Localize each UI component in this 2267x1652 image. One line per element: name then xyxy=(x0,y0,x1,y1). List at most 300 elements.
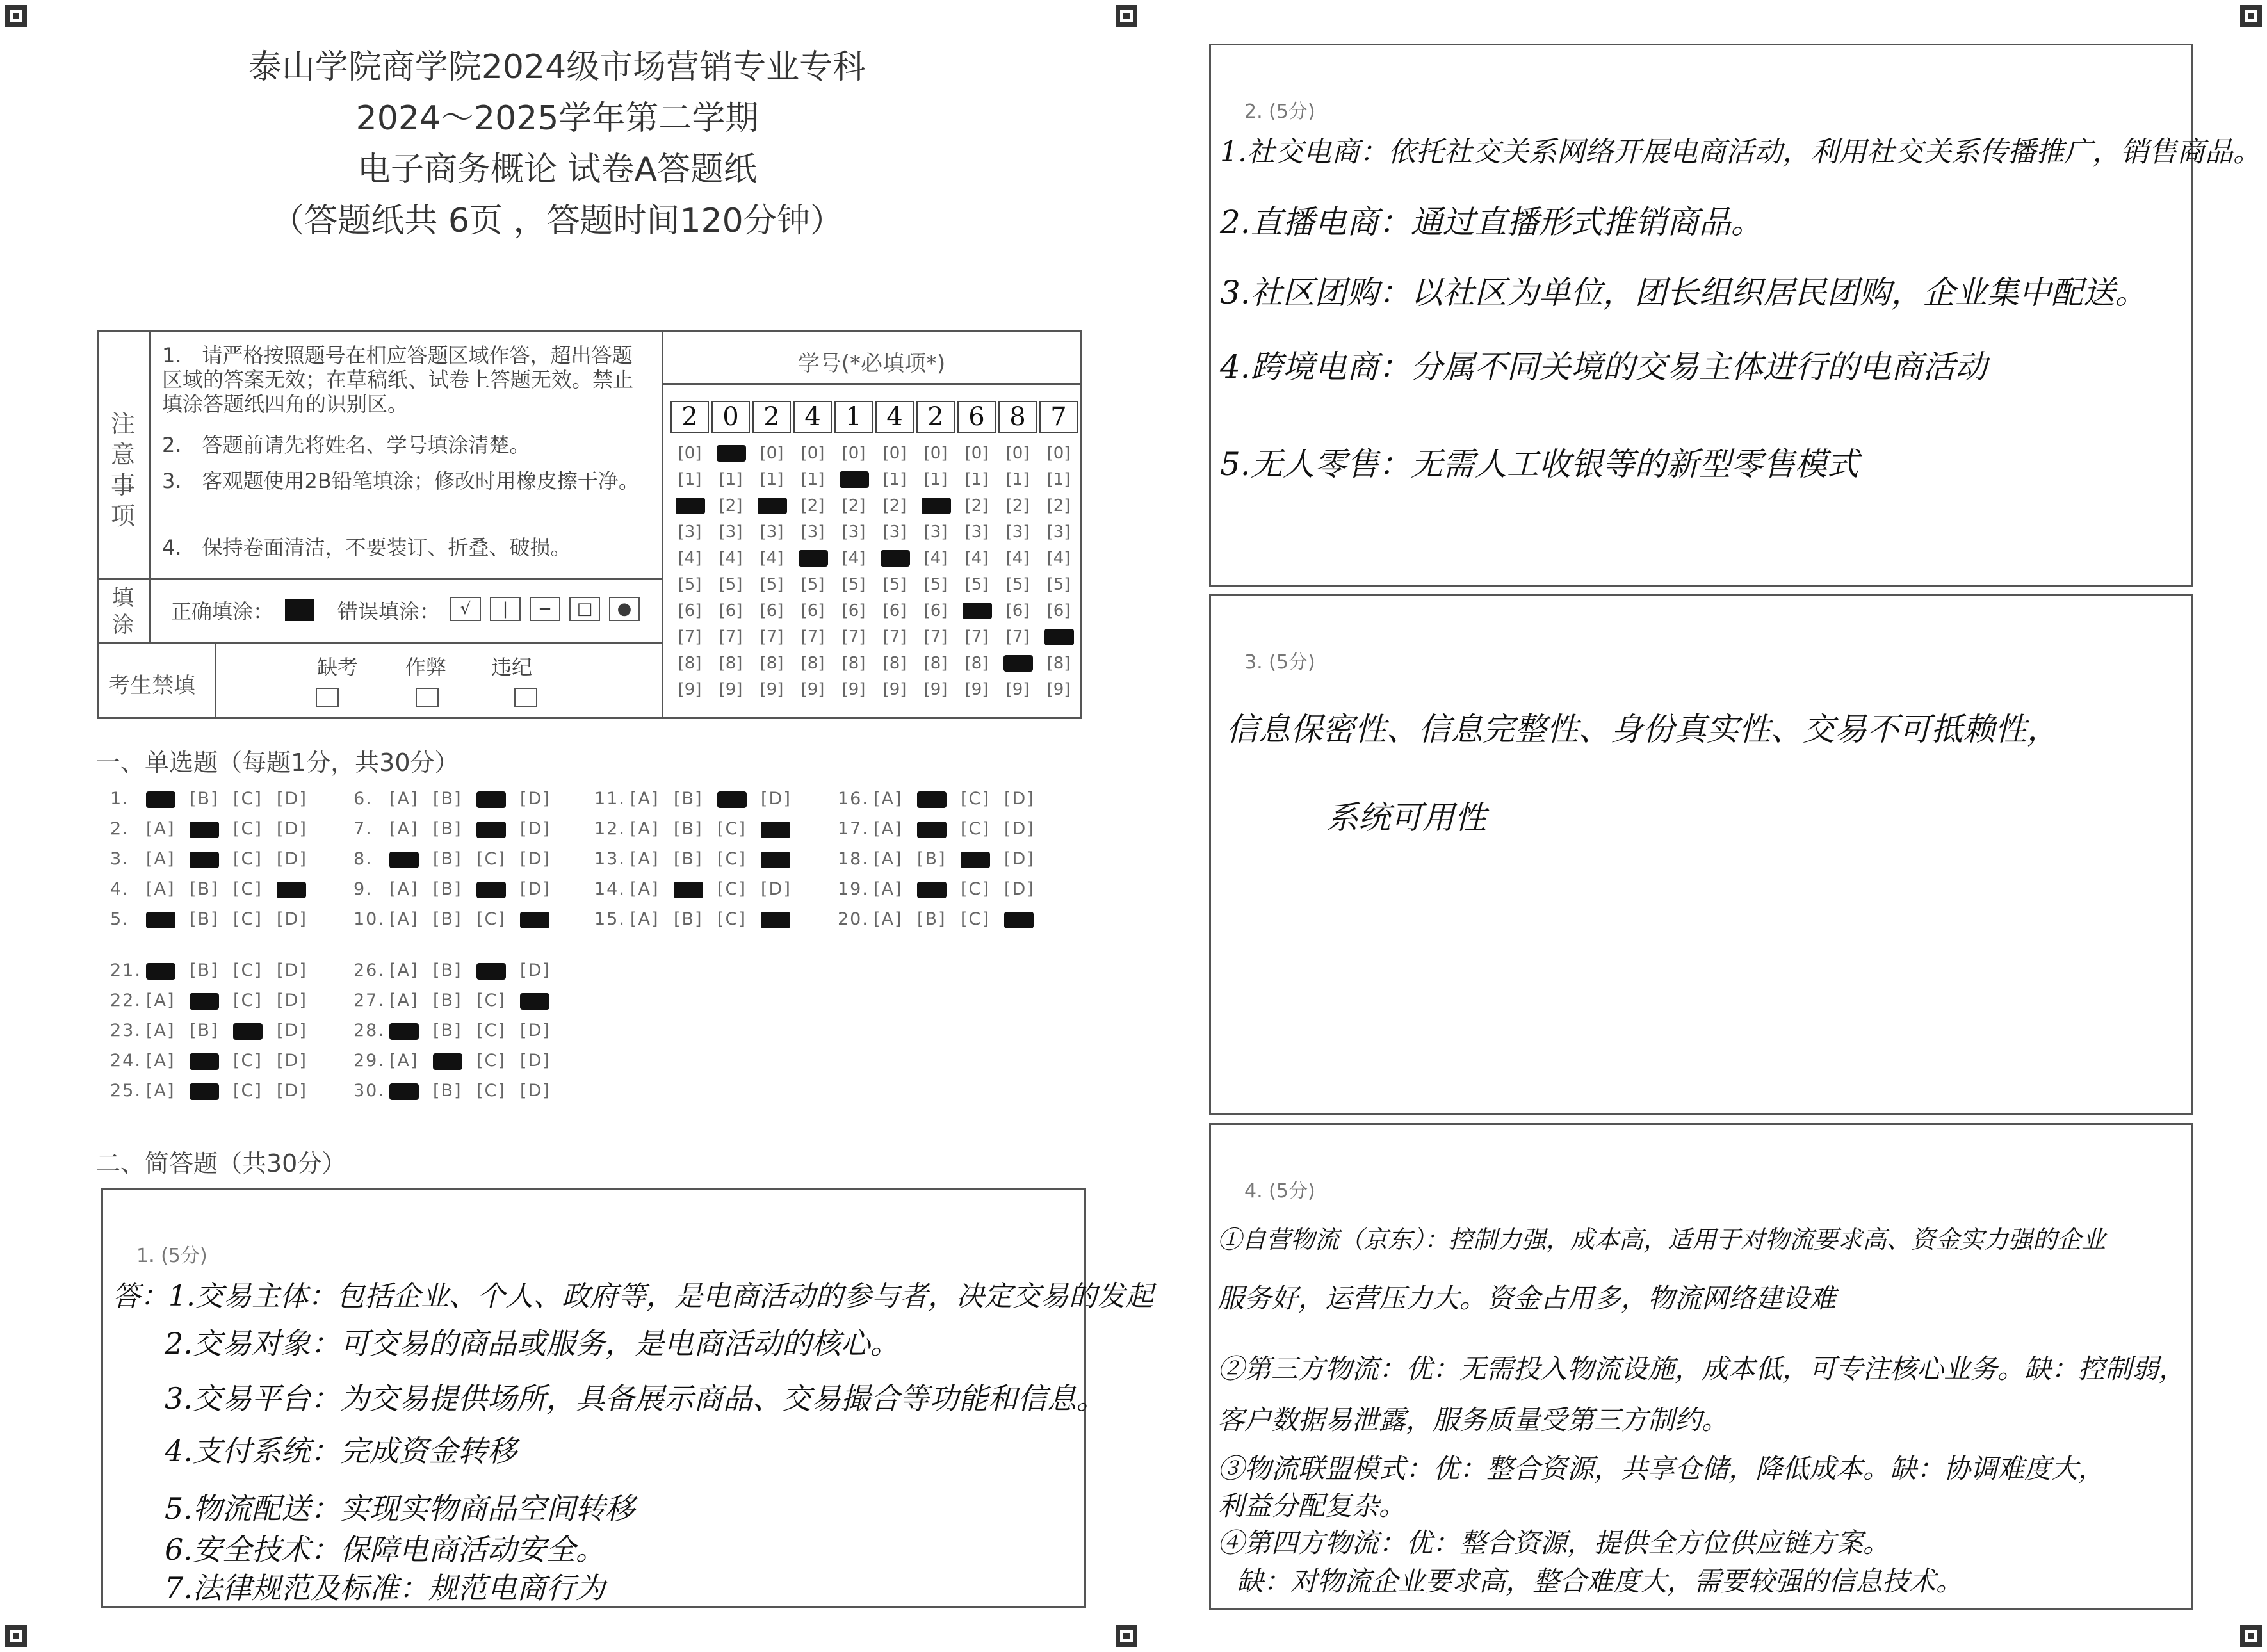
q2-line-1: 1.社交电商：依托社交关系网络开展电商活动，利用社交关系传播推广，销售商品。 xyxy=(1220,136,2261,168)
student-id-bubble[interactable]: [5] xyxy=(800,575,825,594)
student-id-bubble[interactable]: [9] xyxy=(923,680,948,699)
mc-option-17-A[interactable]: [A] xyxy=(873,819,903,839)
mc-question-number: 8. xyxy=(353,849,373,869)
student-id-bubble-filled[interactable] xyxy=(840,471,869,488)
student-id-bubble[interactable]: [4] xyxy=(1046,549,1071,568)
mc-option-11-B[interactable]: [B] xyxy=(674,789,703,809)
mc-question-number: 3. xyxy=(110,849,129,869)
student-id-bubble[interactable]: [1] xyxy=(1046,470,1071,489)
student-id-bubble[interactable]: [4] xyxy=(923,549,948,568)
mc-option-10-C[interactable]: [C] xyxy=(476,909,506,929)
mc-option-filled-2[interactable] xyxy=(190,822,219,838)
mc-option-19-D[interactable]: [D] xyxy=(1004,879,1035,899)
mc-question-number: 14. xyxy=(594,879,626,899)
wrong-fill-label: 错误填涂： xyxy=(337,599,441,624)
mc-option-filled-21[interactable] xyxy=(146,963,175,980)
student-id-bubble-filled[interactable] xyxy=(1044,629,1074,645)
mc-option-1-C[interactable]: [C] xyxy=(233,789,263,809)
student-id-bubble[interactable]: [0] xyxy=(882,444,907,463)
student-id-bubble-filled[interactable] xyxy=(758,498,787,514)
student-id-bubble[interactable]: [5] xyxy=(923,575,948,594)
mc-option-22-C[interactable]: [C] xyxy=(233,991,263,1010)
corner-mark-bottom-right xyxy=(2240,1625,2262,1647)
student-id-bubble[interactable]: [1] xyxy=(678,470,702,489)
mc-option-22-D[interactable]: [D] xyxy=(277,991,307,1010)
wrong-mark-check: √ xyxy=(450,597,481,621)
q3-line-1: 信息保密性、信息完整性、身份真实性、交易不可抵赖性， xyxy=(1226,711,2059,748)
mc-option-30-C[interactable]: [C] xyxy=(476,1081,506,1101)
q2-line-4: 4.跨境电商：分属不同关境的交易主体进行的电商活动 xyxy=(1220,348,1987,385)
student-id-bubble[interactable]: [8] xyxy=(760,654,784,673)
mc-option-1-D[interactable]: [D] xyxy=(277,789,307,809)
mc-option-8-B[interactable]: [B] xyxy=(433,849,462,869)
mc-option-18-B[interactable]: [B] xyxy=(917,849,947,869)
mc-option-4-A[interactable]: [A] xyxy=(146,879,175,899)
notice-item-3: 3. 客观题使用2B铅笔填涂；修改时用橡皮擦干净。 xyxy=(162,469,639,493)
mc-option-17-C[interactable]: [C] xyxy=(961,819,990,839)
student-id-bubble[interactable]: [9] xyxy=(964,680,989,699)
mc-option-27-A[interactable]: [A] xyxy=(389,991,419,1010)
mc-option-10-B[interactable]: [B] xyxy=(433,909,462,929)
student-id-bubble[interactable]: [5] xyxy=(1005,575,1030,594)
mc-option-4-B[interactable]: [B] xyxy=(190,879,219,899)
mc-question-number: 26. xyxy=(353,960,385,980)
mc-option-26-D[interactable]: [D] xyxy=(520,960,551,980)
answer-box-q1[interactable] xyxy=(101,1188,1153,1608)
mc-question-number: 13. xyxy=(594,849,626,869)
student-id-bubble[interactable]: [4] xyxy=(841,549,866,568)
mc-question-number: 10. xyxy=(353,909,385,929)
student-id-digit-6: 4 xyxy=(875,401,914,433)
mc-option-6-A[interactable]: [A] xyxy=(389,789,419,809)
mc-option-filled-23[interactable] xyxy=(233,1023,263,1040)
student-id-bubble[interactable]: [1] xyxy=(760,470,784,489)
student-id-bubble[interactable]: [1] xyxy=(800,470,825,489)
wrong-mark-dash: − xyxy=(530,597,560,621)
mc-option-12-B[interactable]: [B] xyxy=(674,819,703,839)
mc-option-30-B[interactable]: [B] xyxy=(433,1081,462,1101)
student-id-digit-5: 1 xyxy=(834,401,873,433)
student-id-bubble[interactable]: [2] xyxy=(1046,496,1071,515)
mc-option-15-B[interactable]: [B] xyxy=(674,909,703,929)
student-id-bubble[interactable]: [3] xyxy=(719,522,743,542)
mc-option-23-A[interactable]: [A] xyxy=(146,1021,175,1041)
mc-option-13-B[interactable]: [B] xyxy=(674,849,703,869)
mc-option-20-B[interactable]: [B] xyxy=(917,909,947,929)
mc-option-9-D[interactable]: [D] xyxy=(520,879,551,899)
mc-option-12-A[interactable]: [A] xyxy=(630,819,660,839)
student-id-bubble[interactable]: [0] xyxy=(964,444,989,463)
student-id-bubble[interactable]: [9] xyxy=(678,680,702,699)
mc-option-filled-6[interactable] xyxy=(476,791,506,808)
mc-question-number: 15. xyxy=(594,909,626,929)
q3-line-2: 系统可用性 xyxy=(1326,799,1486,836)
mc-option-18-D[interactable]: [D] xyxy=(1004,849,1035,869)
corner-mark-bottom-left xyxy=(5,1625,27,1647)
q4-line-8: 缺：对物流企业要求高，整合难度大，需要较强的信息技术。 xyxy=(1237,1566,1963,1597)
section2-title: 二、简答题（共30分） xyxy=(96,1149,346,1178)
student-id-digit-2: 0 xyxy=(711,401,750,433)
mc-question-number: 18. xyxy=(838,849,869,869)
q2-line-2: 2.直播电商：通过直播形式推销商品。 xyxy=(1220,204,1763,241)
student-id-bubble[interactable]: [3] xyxy=(964,522,989,542)
mc-option-24-C[interactable]: [C] xyxy=(233,1051,263,1071)
mc-option-20-A[interactable]: [A] xyxy=(873,909,903,929)
student-id-bubble[interactable]: [7] xyxy=(678,628,702,647)
mc-option-19-A[interactable]: [A] xyxy=(873,879,903,899)
student-id-bubble[interactable]: [6] xyxy=(760,601,784,620)
student-id-bubble[interactable]: [0] xyxy=(800,444,825,463)
mc-option-29-A[interactable]: [A] xyxy=(389,1051,419,1071)
forbidden-label: 考生禁填 xyxy=(108,673,195,699)
student-id-bubble[interactable]: [9] xyxy=(800,680,825,699)
student-id-bubble[interactable]: [7] xyxy=(841,628,866,647)
info-table xyxy=(97,330,1082,719)
student-id-bubble[interactable]: [0] xyxy=(1046,444,1071,463)
exam-title-course: 电子商务概论 试卷A答题纸 xyxy=(357,150,758,189)
notice-item-4: 4. 保持卷面清洁，不要装订、折叠、破损。 xyxy=(162,535,571,560)
student-id-bubble[interactable]: [3] xyxy=(678,522,702,542)
mc-option-22-A[interactable]: [A] xyxy=(146,991,175,1010)
student-id-bubble[interactable]: [7] xyxy=(1005,628,1030,647)
student-id-bubble[interactable]: [6] xyxy=(1046,601,1071,620)
mc-option-24-D[interactable]: [D] xyxy=(277,1051,307,1071)
mc-option-filled-17[interactable] xyxy=(917,822,947,838)
q1-line-5: 5.物流配送：实现实物商品空间转移 xyxy=(165,1491,635,1526)
student-id-bubble[interactable]: [8] xyxy=(719,654,743,673)
mc-option-7-A[interactable]: [A] xyxy=(389,819,419,839)
student-id-title: 学号(*必填项*) xyxy=(797,351,946,377)
mc-option-filled-30[interactable] xyxy=(389,1083,419,1100)
mc-option-5-C[interactable]: [C] xyxy=(233,909,263,929)
mc-question-number: 27. xyxy=(353,991,385,1010)
mc-option-20-C[interactable]: [C] xyxy=(961,909,990,929)
student-id-bubble[interactable]: [0] xyxy=(1005,444,1030,463)
mc-option-14-D[interactable]: [D] xyxy=(761,879,792,899)
student-id-bubble[interactable]: [6] xyxy=(719,601,743,620)
mc-option-18-A[interactable]: [A] xyxy=(873,849,903,869)
answer-box-q3[interactable] xyxy=(1209,594,2193,1115)
mc-option-29-C[interactable]: [C] xyxy=(476,1051,506,1071)
mc-option-filled-12[interactable] xyxy=(761,822,790,838)
mc-question-number: 5. xyxy=(110,909,129,929)
absent-checkbox[interactable] xyxy=(316,688,339,707)
student-id-bubble[interactable]: [0] xyxy=(678,444,702,463)
absent-label: 缺考 xyxy=(317,655,359,679)
student-id-bubble[interactable]: [9] xyxy=(760,680,784,699)
student-id-bubble[interactable]: [7] xyxy=(800,628,825,647)
student-id-bubble[interactable]: [5] xyxy=(760,575,784,594)
mc-option-filled-10[interactable] xyxy=(520,912,549,928)
mc-option-16-C[interactable]: [C] xyxy=(961,789,990,809)
mc-question-number: 12. xyxy=(594,819,626,839)
mc-option-9-B[interactable]: [B] xyxy=(433,879,462,899)
student-id-bubble[interactable]: [7] xyxy=(964,628,989,647)
mc-option-filled-7[interactable] xyxy=(476,822,506,838)
mc-option-28-B[interactable]: [B] xyxy=(433,1021,462,1041)
mc-option-16-D[interactable]: [D] xyxy=(1004,789,1035,809)
mc-question-number: 29. xyxy=(353,1051,385,1071)
mc-option-filled-29[interactable] xyxy=(433,1053,462,1070)
exam-title-term: 2024～2025学年第二学期 xyxy=(355,99,759,138)
student-id-bubble-filled[interactable] xyxy=(881,550,910,567)
corner-mark-top-right xyxy=(2240,5,2262,27)
q4-line-6: 利益分配复杂。 xyxy=(1217,1490,1406,1521)
mc-option-11-D[interactable]: [D] xyxy=(761,789,792,809)
mc-question-number: 7. xyxy=(353,819,373,839)
student-id-bubble[interactable]: [1] xyxy=(719,470,743,489)
student-id-bubble[interactable]: [1] xyxy=(882,470,907,489)
student-id-bubble[interactable]: [2] xyxy=(800,496,825,515)
cheating-checkbox[interactable] xyxy=(416,688,439,707)
notice-label: 注意事项 xyxy=(111,410,136,530)
student-id-bubble[interactable]: [3] xyxy=(760,522,784,542)
q4-line-3: ②第三方物流：优：无需投入物流设施，成本低，可专注核心业务。缺：控制弱， xyxy=(1217,1353,2186,1384)
mc-option-filled-18[interactable] xyxy=(961,852,990,868)
student-id-bubble[interactable]: [0] xyxy=(923,444,948,463)
mc-option-6-B[interactable]: [B] xyxy=(433,789,462,809)
correct-fill-sample xyxy=(285,599,314,621)
fill-label: 填涂 xyxy=(112,585,134,638)
mc-question-number: 6. xyxy=(353,789,373,809)
student-id-digit-9: 8 xyxy=(998,401,1037,433)
student-id-bubble[interactable]: [1] xyxy=(923,470,948,489)
mc-option-filled-26[interactable] xyxy=(476,963,506,980)
notice-item-2: 2. 答题前请先将姓名、学号填涂清楚。 xyxy=(162,433,530,457)
mc-option-filled-1[interactable] xyxy=(146,791,175,808)
student-id-bubble[interactable]: [8] xyxy=(800,654,825,673)
mc-option-28-C[interactable]: [C] xyxy=(476,1021,506,1041)
student-id-bubble[interactable]: [5] xyxy=(882,575,907,594)
mc-option-14-A[interactable]: [A] xyxy=(630,879,660,899)
student-id-bubble-filled[interactable] xyxy=(963,603,992,619)
student-id-digit-4: 4 xyxy=(793,401,832,433)
mc-option-17-D[interactable]: [D] xyxy=(1004,819,1035,839)
mc-option-filled-22[interactable] xyxy=(190,993,219,1010)
mc-option-28-D[interactable]: [D] xyxy=(520,1021,551,1041)
student-id-bubble[interactable]: [6] xyxy=(1005,601,1030,620)
notice-item-1: 1. 请严格按照题号在相应答题区域作答，超出答题区域的答案无效；在草稿纸、试卷上答题无效。禁止填涂答题纸四角的识别区。 xyxy=(162,343,634,416)
mc-question-number: 19. xyxy=(838,879,869,899)
student-id-bubble[interactable]: [3] xyxy=(882,522,907,542)
mc-option-filled-24[interactable] xyxy=(190,1053,219,1070)
student-id-bubble-filled[interactable] xyxy=(676,498,705,514)
student-id-digit-3: 2 xyxy=(752,401,791,433)
mc-option-23-B[interactable]: [B] xyxy=(190,1021,219,1041)
q1-line-6: 6.安全技术：保障电商活动安全。 xyxy=(165,1532,605,1567)
student-id-bubble-filled[interactable] xyxy=(922,498,951,514)
mc-option-15-A[interactable]: [A] xyxy=(630,909,660,929)
mc-option-14-C[interactable]: [C] xyxy=(717,879,747,899)
mc-option-7-B[interactable]: [B] xyxy=(433,819,462,839)
student-id-bubble-filled[interactable] xyxy=(717,445,746,462)
q4-line-1: ①自营物流（京东）：控制力强，成本高，适用于对物流要求高、资金实力强的企业 xyxy=(1217,1226,2106,1254)
student-id-bubble[interactable]: [9] xyxy=(1046,680,1071,699)
student-id-bubble[interactable]: [7] xyxy=(882,628,907,647)
student-id-digit-7: 2 xyxy=(916,401,955,433)
student-id-bubble[interactable]: [0] xyxy=(760,444,784,463)
mc-option-filled-4[interactable] xyxy=(277,882,306,898)
mc-option-5-D[interactable]: [D] xyxy=(277,909,307,929)
mc-option-filled-20[interactable] xyxy=(1004,912,1034,928)
mc-option-8-C[interactable]: [C] xyxy=(476,849,506,869)
mc-option-filled-15[interactable] xyxy=(761,912,790,928)
q4-line-4: 客户数据易泄露，服务质量受第三方制约。 xyxy=(1217,1404,1729,1436)
mc-option-3-C[interactable]: [C] xyxy=(233,849,263,869)
student-id-bubble[interactable]: [9] xyxy=(719,680,743,699)
student-id-bubble[interactable]: [2] xyxy=(964,496,989,515)
student-id-bubble[interactable]: [4] xyxy=(964,549,989,568)
student-id-bubble[interactable]: [7] xyxy=(923,628,948,647)
mc-option-filled-9[interactable] xyxy=(476,882,506,898)
mc-option-2-A[interactable]: [A] xyxy=(146,819,175,839)
student-id-bubble[interactable]: [5] xyxy=(1046,575,1071,594)
student-id-bubble[interactable]: [8] xyxy=(1046,654,1071,673)
student-id-bubble[interactable]: [3] xyxy=(841,522,866,542)
mc-option-filled-3[interactable] xyxy=(190,852,219,868)
student-id-bubble[interactable]: [9] xyxy=(841,680,866,699)
student-id-bubble[interactable]: [6] xyxy=(841,601,866,620)
student-id-bubble-filled[interactable] xyxy=(1003,655,1033,672)
mc-option-13-A[interactable]: [A] xyxy=(630,849,660,869)
q1-line-3: 3.交易平台：为交易提供场所，具备展示商品、交易撮合等功能和信息。 xyxy=(165,1381,1106,1416)
student-id-bubble[interactable]: [4] xyxy=(678,549,702,568)
mc-option-21-C[interactable]: [C] xyxy=(233,960,263,980)
answer-box-q2[interactable] xyxy=(1209,44,2261,587)
student-id-bubble[interactable]: [1] xyxy=(1005,470,1030,489)
mc-option-10-A[interactable]: [A] xyxy=(389,909,419,929)
student-id-bubble[interactable]: [8] xyxy=(678,654,702,673)
student-id-bubble[interactable]: [3] xyxy=(1046,522,1071,542)
student-id-bubble[interactable]: [0] xyxy=(841,444,866,463)
mc-option-15-C[interactable]: [C] xyxy=(717,909,747,929)
student-id-bubble[interactable]: [7] xyxy=(719,628,743,647)
mc-option-5-B[interactable]: [B] xyxy=(190,909,219,929)
mc-option-21-B[interactable]: [B] xyxy=(190,960,219,980)
student-id-digit-10: 7 xyxy=(1039,401,1078,433)
mc-option-filled-14[interactable] xyxy=(674,882,703,898)
student-id-bubble[interactable]: [3] xyxy=(800,522,825,542)
mc-option-27-B[interactable]: [B] xyxy=(433,991,462,1010)
mc-option-3-A[interactable]: [A] xyxy=(146,849,175,869)
student-id-bubble[interactable]: [5] xyxy=(678,575,702,594)
mc-option-16-A[interactable]: [A] xyxy=(873,789,903,809)
mc-option-13-C[interactable]: [C] xyxy=(717,849,747,869)
wrong-mark-box: □ xyxy=(569,597,600,621)
mc-option-26-B[interactable]: [B] xyxy=(433,960,462,980)
q4-label: 4. (5分) xyxy=(1244,1180,1315,1203)
student-id-bubble[interactable]: [1] xyxy=(964,470,989,489)
mc-question-number: 24. xyxy=(110,1051,142,1071)
student-id-bubble[interactable]: [3] xyxy=(923,522,948,542)
student-id-bubble[interactable]: [6] xyxy=(882,601,907,620)
mc-option-19-C[interactable]: [C] xyxy=(961,879,990,899)
student-id-bubble-filled[interactable] xyxy=(799,550,828,567)
q1-label: 1. (5分) xyxy=(136,1245,207,1267)
student-id-bubble[interactable]: [5] xyxy=(964,575,989,594)
student-id-bubble[interactable]: [5] xyxy=(719,575,743,594)
mc-option-filled-8[interactable] xyxy=(389,852,419,868)
mc-option-27-C[interactable]: [C] xyxy=(476,991,506,1010)
student-id-bubble[interactable]: [6] xyxy=(923,601,948,620)
mc-option-filled-16[interactable] xyxy=(917,791,947,808)
q4-line-7: ④第四方物流：优：整合资源，提供全方位供应链方案。 xyxy=(1217,1527,1890,1559)
student-id-bubble[interactable]: [8] xyxy=(964,654,989,673)
mc-option-11-A[interactable]: [A] xyxy=(630,789,660,809)
mc-option-3-D[interactable]: [D] xyxy=(277,849,307,869)
student-id-bubble[interactable]: [8] xyxy=(882,654,907,673)
exam-title-note: （答题纸共 6页 ，答题时间120分钟） xyxy=(271,202,843,240)
student-id-bubble[interactable]: [4] xyxy=(760,549,784,568)
student-id-bubble[interactable]: [8] xyxy=(923,654,948,673)
mc-option-24-A[interactable]: [A] xyxy=(146,1051,175,1071)
student-id-bubble[interactable]: [8] xyxy=(841,654,866,673)
cheating-label: 作弊 xyxy=(405,655,447,679)
mc-option-25-D[interactable]: [D] xyxy=(277,1081,307,1101)
q3-label: 3. (5分) xyxy=(1244,651,1315,674)
student-id-bubble[interactable]: [5] xyxy=(841,575,866,594)
mc-option-filled-13[interactable] xyxy=(761,852,790,868)
mc-option-23-D[interactable]: [D] xyxy=(277,1021,307,1041)
violation-checkbox[interactable] xyxy=(514,688,537,707)
mc-option-8-D[interactable]: [D] xyxy=(520,849,551,869)
mc-option-filled-19[interactable] xyxy=(917,882,947,898)
mc-option-29-D[interactable]: [D] xyxy=(520,1051,551,1071)
mc-option-26-A[interactable]: [A] xyxy=(389,960,419,980)
q2-line-5: 5.无人零售：无需人工收银等的新型零售模式 xyxy=(1220,446,1859,483)
student-id-bubble[interactable]: [9] xyxy=(1005,680,1030,699)
mc-option-filled-11[interactable] xyxy=(717,791,747,808)
q2-label: 2. (5分) xyxy=(1244,101,1315,123)
mc-option-21-D[interactable]: [D] xyxy=(277,960,307,980)
student-id-bubble[interactable]: [4] xyxy=(719,549,743,568)
student-id-bubble[interactable]: [3] xyxy=(1005,522,1030,542)
mc-option-filled-28[interactable] xyxy=(389,1023,419,1040)
student-id-bubble[interactable]: [2] xyxy=(882,496,907,515)
mc-option-filled-25[interactable] xyxy=(190,1083,219,1100)
student-id-bubble[interactable]: [2] xyxy=(1005,496,1030,515)
mc-question-number: 28. xyxy=(353,1021,385,1041)
mc-option-30-D[interactable]: [D] xyxy=(520,1081,551,1101)
student-id-bubble[interactable]: [6] xyxy=(800,601,825,620)
mc-option-2-C[interactable]: [C] xyxy=(233,819,263,839)
mc-option-6-D[interactable]: [D] xyxy=(520,789,551,809)
student-id-bubble[interactable]: [2] xyxy=(719,496,743,515)
mc-option-2-D[interactable]: [D] xyxy=(277,819,307,839)
mc-option-filled-5[interactable] xyxy=(146,912,175,928)
student-id-bubble[interactable]: [7] xyxy=(760,628,784,647)
mc-question-number: 1. xyxy=(110,789,129,809)
mc-option-25-C[interactable]: [C] xyxy=(233,1081,263,1101)
mc-option-25-A[interactable]: [A] xyxy=(146,1081,175,1101)
mc-question-number: 11. xyxy=(594,789,626,809)
student-id-bubble[interactable]: [6] xyxy=(678,601,702,620)
mc-option-9-A[interactable]: [A] xyxy=(389,879,419,899)
violation-label: 违纪 xyxy=(491,655,533,679)
mc-option-12-C[interactable]: [C] xyxy=(717,819,747,839)
mc-option-1-B[interactable]: [B] xyxy=(190,789,219,809)
student-id-bubble[interactable]: [2] xyxy=(841,496,866,515)
mc-question-number: 25. xyxy=(110,1081,142,1101)
student-id-bubble[interactable]: [4] xyxy=(1005,549,1030,568)
mc-option-7-D[interactable]: [D] xyxy=(520,819,551,839)
wrong-mark-dot: ● xyxy=(609,597,640,621)
mc-option-filled-27[interactable] xyxy=(520,993,549,1010)
mc-option-4-C[interactable]: [C] xyxy=(233,879,263,899)
q1-line-1: 答：1.交易主体：包括企业、个人、政府等，是电商活动的参与者，决定交易的发起 xyxy=(112,1280,1153,1313)
answer-box-q4[interactable] xyxy=(1209,1123,2193,1610)
student-id-bubble[interactable]: [9] xyxy=(882,680,907,699)
